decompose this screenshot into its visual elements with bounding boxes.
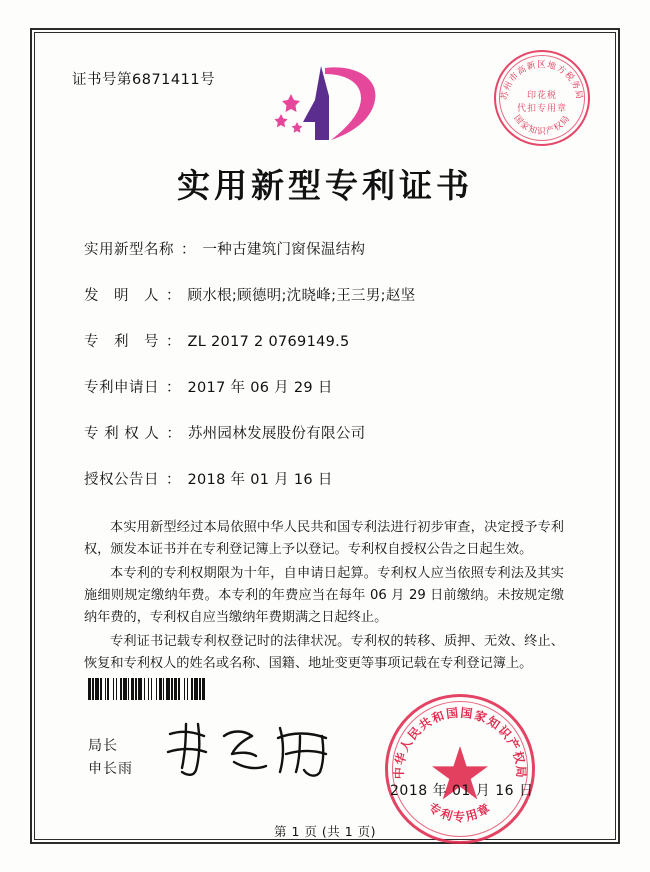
field-value-patentee: 苏州园林发展股份有限公司	[187, 426, 366, 442]
seal-date: 2018 年 01 月 16 日	[390, 783, 534, 799]
field-value-utility-model-name: 一种古建筑门窗保温结构	[202, 242, 366, 258]
field-label: 专 利 号	[84, 334, 159, 350]
field-row-patentee	[84, 422, 564, 443]
tax-stamp	[494, 50, 590, 146]
director-name: 申长雨	[88, 761, 133, 777]
field-label: 发 明 人	[84, 288, 159, 304]
field-separator: ：	[166, 380, 181, 396]
field-list	[84, 238, 564, 514]
field-row-application-date	[84, 376, 564, 397]
director-block	[88, 735, 133, 781]
field-row-utility-model-name	[84, 238, 564, 259]
director-label: 局长	[88, 738, 118, 754]
field-row-grant-announcement-date	[84, 468, 564, 489]
patent-office-logo	[263, 60, 383, 148]
field-separator: ：	[181, 242, 196, 258]
field-label: 专利申请日	[84, 380, 159, 396]
field-value-grant-announcement-date: 2018 年 01 月 16 日	[187, 472, 333, 488]
field-value-patent-number: ZL 2017 2 0769149.5	[187, 334, 350, 350]
field-separator: ：	[166, 426, 181, 442]
page-footer: 第 1 页 (共 1 页)	[273, 824, 377, 839]
tax-stamp-line2: 代扣专用章	[516, 104, 567, 114]
field-value-inventors: 顾水根;顾德明;沈晓峰;王三男;赵坚	[187, 288, 416, 304]
svg-text:中华人民共和国国家知识产权局: 中华人民共和国国家知识产权局	[391, 705, 529, 780]
svg-text:国家知识产权局: 国家知识产权局	[511, 113, 573, 137]
field-separator: ：	[166, 472, 181, 488]
field-value-application-date: 2017 年 06 月 29 日	[187, 380, 333, 396]
svg-text:苏州市高新区地方税务局: 苏州市高新区地方税务局	[499, 60, 585, 101]
field-label: 实用新型名称	[84, 242, 174, 258]
legal-paragraph-2: 本专利的专利权期限为十年，自申请日起算。专利权人应当依照专利法及其实施细则规定缴纳年费。本专利的年费应当在每年 06 月 29 日前缴纳。未按规定缴纳年费的，专利权自应当缴纳年费期满之日起终止。	[84, 566, 564, 625]
field-row-patent-number	[84, 330, 564, 351]
certificate-number: 证书号第6871411号	[72, 72, 216, 88]
page-title: 实用新型专利证书	[177, 166, 473, 205]
legal-paragraph-3: 专利证书记载专利权登记时的法律状况。专利权的转移、质押、无效、终止、恢复和专利权人的姓名或名称、国籍、地址变更等事项记载在专利登记簿上。	[84, 634, 564, 671]
seal-inner-ring	[392, 701, 528, 837]
field-label: 专 利 权 人	[84, 426, 160, 442]
field-separator: ：	[166, 334, 181, 350]
field-row-inventors	[84, 284, 564, 305]
patent-barcode	[88, 678, 293, 700]
field-label: 授权公告日	[84, 472, 159, 488]
handwritten-signature	[160, 718, 350, 780]
svg-text:专利专用章: 专利专用章	[425, 800, 495, 824]
legal-paragraph-1: 本实用新型经过本局依照中华人民共和国专利法进行初步审查，决定授予专利权，颁发本证书并在专利登记簿上予以登记。专利权自授权公告之日起生效。	[84, 520, 564, 557]
tax-stamp-line1: 印花税	[526, 91, 557, 101]
field-separator: ：	[166, 288, 181, 304]
legal-text-block	[84, 517, 564, 677]
